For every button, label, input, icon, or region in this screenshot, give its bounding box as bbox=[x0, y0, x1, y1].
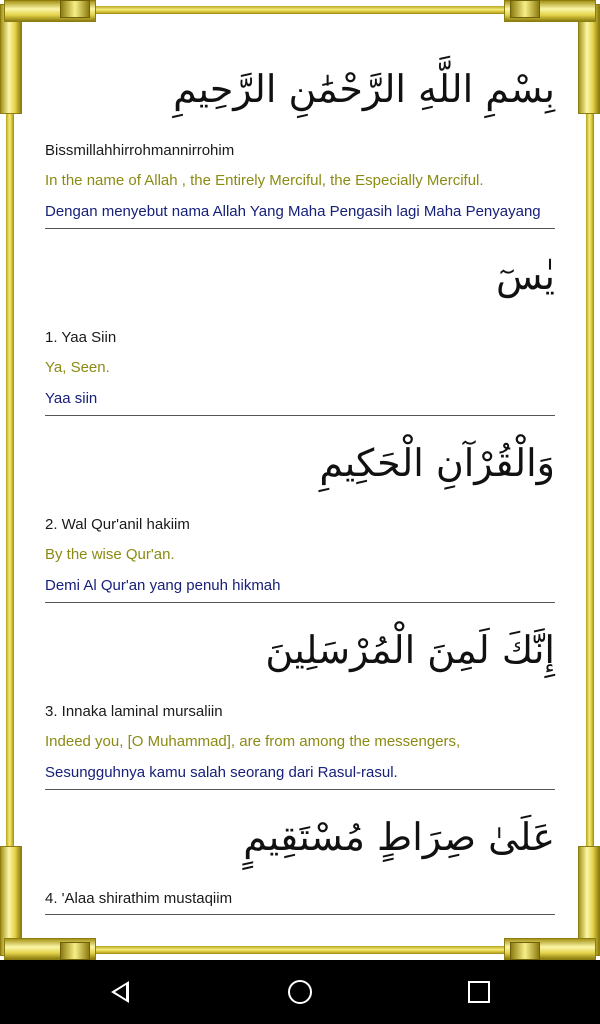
frame-corner-ornament bbox=[506, 844, 600, 960]
arabic-text: وَالْقُرْآنِ الْحَكِيمِ bbox=[319, 441, 555, 485]
english-translation: By the wise Qur'an. bbox=[45, 546, 175, 563]
arabic-text: بِسْمِ اللَّهِ الرَّحْمَٰنِ الرَّحِيمِ bbox=[173, 67, 555, 111]
arabic-text: إِنَّكَ لَمِنَ الْمُرْسَلِينَ bbox=[265, 628, 555, 672]
verse-item[interactable] bbox=[45, 434, 555, 603]
verse-item[interactable] bbox=[45, 621, 555, 790]
recent-apps-square-icon bbox=[468, 981, 490, 1003]
frame-corner-ornament bbox=[0, 844, 94, 960]
frame-corner-ornament bbox=[0, 0, 94, 116]
transliteration-text: Bissmillahhirrohmannirrohim bbox=[45, 142, 235, 159]
verse-list[interactable] bbox=[45, 60, 555, 933]
frame-border-right bbox=[586, 0, 594, 960]
home-button[interactable] bbox=[280, 976, 320, 1008]
english-translation: Indeed you, [O Muhammad], are from among the messengers, bbox=[45, 733, 461, 750]
verse-item[interactable] bbox=[45, 808, 555, 915]
english-translation: In the name of Allah , the Entirely Merciful, the Especially Merciful. bbox=[45, 172, 484, 189]
indonesian-translation: Yaa siin bbox=[45, 390, 98, 407]
transliteration-text: 2. Wal Qur'anil hakiim bbox=[45, 516, 190, 533]
recent-apps-button[interactable] bbox=[459, 976, 499, 1008]
arabic-text: يٰسٓ bbox=[495, 254, 555, 298]
back-button[interactable] bbox=[100, 976, 140, 1008]
english-translation: Ya, Seen. bbox=[45, 359, 110, 376]
transliteration-text: 1. Yaa Siin bbox=[45, 329, 117, 346]
indonesian-translation: Dengan menyebut nama Allah Yang Maha Pengasih lagi Maha Penyayang bbox=[45, 203, 541, 220]
frame-border-left bbox=[6, 0, 14, 960]
home-circle-icon bbox=[288, 980, 312, 1004]
indonesian-translation: Demi Al Qur'an yang penuh hikmah bbox=[45, 577, 281, 594]
back-triangle-icon bbox=[111, 981, 129, 1003]
system-navigation-bar bbox=[0, 960, 600, 1024]
verse-item[interactable] bbox=[45, 60, 555, 229]
indonesian-translation: Sesungguhnya kamu salah seorang dari Rasul-rasul. bbox=[45, 764, 398, 781]
verse-item[interactable] bbox=[45, 247, 555, 416]
transliteration-text: 4. 'Alaa shirathim mustaqiim bbox=[45, 890, 233, 907]
transliteration-text: 3. Innaka laminal mursaliin bbox=[45, 703, 223, 720]
frame-corner-ornament bbox=[506, 0, 600, 116]
arabic-text: عَلَىٰ صِرَاطٍ مُسْتَقِيمٍ bbox=[243, 815, 555, 859]
